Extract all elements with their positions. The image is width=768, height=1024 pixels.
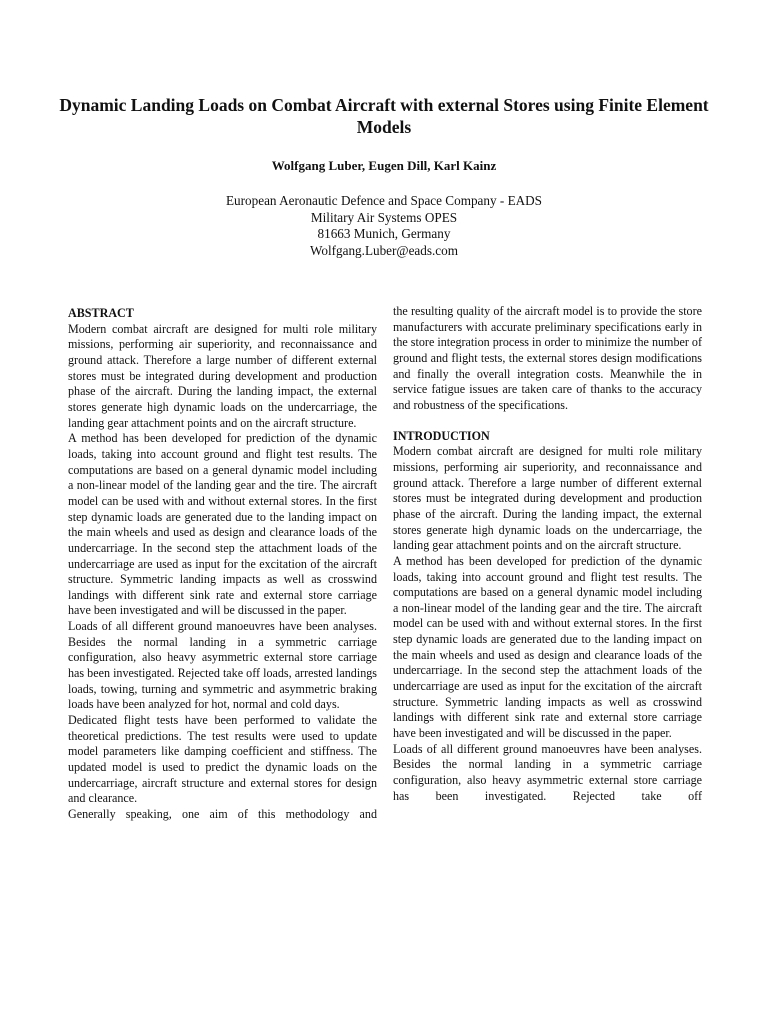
abstract-paragraph: A method has been developed for prediction of the dynamic loads, taking into account ground and flight test results. The computations are based on a general dynamic model including a non-linear model of the landing gear and the tire. The aircraft model can be used with and without external stores. In the first step dynamic loads are generated due to the landing impact on the main wheels and used as design and clearance loads of the undercarriage. In the second step the attachment loads of the undercarriage are used as input for the excitation of the aircraft structure. Symmetric landing impacts as well as crosswind landings with different sink rate and external store carriage have been investigated and will be discussed in the paper. bbox=[68, 431, 377, 618]
abstract-paragraph-continued: the resulting quality of the aircraft model is to provide the store manufacturers with accurate preliminary specifications early in the store integration process in order to minimize the number of ground and flight tests, the external stores design modifications and finally the overall integration costs. Meanwhile the in service fatigue issues are taken care of thanks to the accuracy and robustness of the specifications. bbox=[393, 304, 702, 412]
introduction-paragraph: A method has been developed for prediction of the dynamic loads, taking into account ground and flight test results. The computations are based on a general dynamic model including a non-linear model of the landing gear and the tire. The aircraft model can be used with and without external stores. In the first step dynamic loads are generated due to the landing impact on the main wheels and used as design and clearance loads of the undercarriage. In the second step the attachment loads of the undercarriage are used as input for the excitation of the aircraft structure. Symmetric landing impacts as well as crosswind landings with different sink rate and external store carriage have been investigated and will be discussed in the paper. bbox=[393, 553, 702, 741]
affiliation-organization: European Aeronautic Defence and Space Company - EADS bbox=[225, 193, 543, 208]
paper-title: Dynamic Landing Loads on Combat Aircraft with external Stores using Finite Element Models bbox=[59, 95, 709, 137]
affiliation-division: Military Air Systems OPES bbox=[310, 209, 458, 225]
affiliation-address: 81663 Munich, Germany bbox=[317, 226, 451, 242]
abstract-paragraph: Modern combat aircraft are designed for multi role military missions, performing air superiority, and reconnaissance and ground attack. Therefore a large number of different external stores must be integrated during development and production phase of the aircraft. During the landing impact, the external stores generate high dynamic loads on the undercarriage, the landing gear attachment points and on the aircraft structure. bbox=[68, 321, 377, 430]
right-column bbox=[393, 304, 702, 804]
abstract-paragraph: Generally speaking, one aim of this methodology and bbox=[68, 807, 377, 821]
introduction-paragraph: Modern combat aircraft are designed for multi role military missions, performing air superiority, and reconnaissance and ground attack. Therefore a large number of different external stores must be integrated during development and production phase of the aircraft. During the landing impact, the external stores generate high dynamic loads on the undercarriage, the landing gear attachment points and on the aircraft structure. bbox=[393, 444, 702, 553]
abstract-paragraph: Loads of all different ground manoeuvres have been analyses. Besides the normal landing in a symmetric carriage configuration, also heavy asymmetric external store carriage has been investigated. Rejected take off loads, arrested landings loads, towing, turning and symmetric and asymmetric braking loads have been analyzed for hot, normal and cold days. bbox=[68, 619, 377, 712]
section-gap bbox=[393, 414, 702, 429]
paper-header bbox=[40, 94, 728, 260]
affiliation-block bbox=[40, 193, 728, 260]
left-column bbox=[68, 306, 377, 823]
abstract-paragraph: Dedicated flight tests have been performed to validate the theoretical predictions. The test results were used to update model parameters like damping coefficient and stiffness. The updated model is used to predict the dynamic loads on the undercarriage, aircraft structure and external stores for design and clearance. bbox=[68, 713, 377, 806]
abstract-heading: ABSTRACT bbox=[68, 306, 134, 320]
introduction-paragraph: Loads of all different ground manoeuvres have been analyses. Besides the normal landing in a symmetric carriage configuration, also heavy asymmetric external store carriage has been investigated. Rejected take off bbox=[393, 741, 702, 803]
introduction-heading: INTRODUCTION bbox=[393, 428, 490, 443]
author-list: Wolfgang Luber, Eugen Dill, Karl Kainz bbox=[271, 158, 497, 173]
affiliation-email: Wolfgang.Luber@eads.com bbox=[309, 243, 459, 259]
